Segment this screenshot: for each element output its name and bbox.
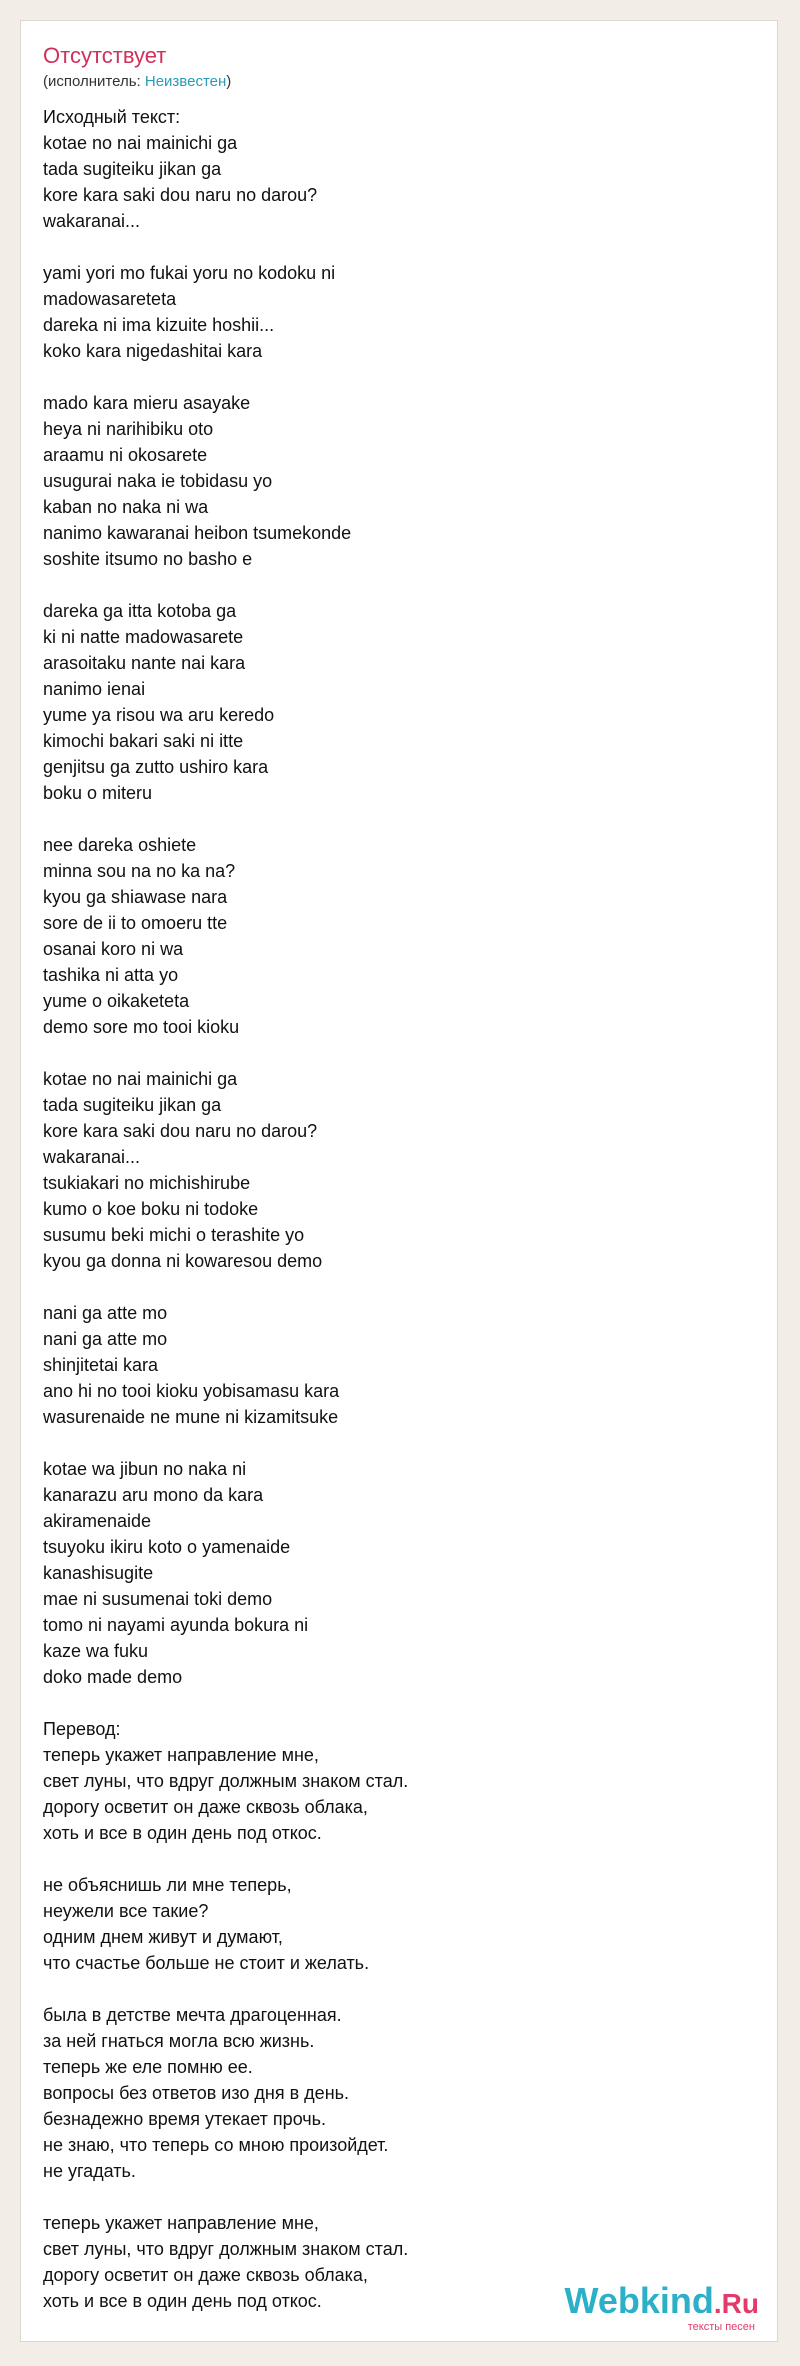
lyric-line: одним днем живут и думают,	[43, 1927, 283, 1947]
artist-suffix: )	[226, 73, 232, 90]
lyric-line: tomo ni nayami ayunda bokura ni	[43, 1615, 309, 1635]
lyrics-card	[20, 20, 778, 2342]
lyric-line: kaban no naka ni wa	[43, 497, 209, 517]
lyric-line: susumu beki michi o terashite yo	[43, 1225, 305, 1245]
lyric-line: yume o oikaketeta	[43, 991, 190, 1011]
lyric-line: не угадать.	[43, 2161, 136, 2181]
lyric-line: wakaranai...	[43, 1147, 141, 1167]
lyric-line: ano hi no tooi kioku yobisamasu kara	[43, 1381, 340, 1401]
stanza-break	[43, 1846, 743, 1872]
artist-link[interactable]: Неизвестен	[144, 73, 227, 90]
logo-wordmark	[565, 2282, 759, 2323]
lyric-line: tsukiakari no michishirube	[43, 1173, 251, 1193]
lyric-line: kore kara saki dou naru no darou?	[43, 1121, 318, 1141]
lyric-line: yume ya risou wa aru keredo	[43, 705, 275, 725]
lyric-line: за ней гнаться могла всю жизнь.	[43, 2031, 315, 2051]
lyrics-text	[43, 104, 743, 2314]
lyric-line: kaze wa fuku	[43, 1641, 149, 1661]
lyric-line: yami yori mo fukai yoru no kodoku ni	[43, 263, 336, 283]
lyric-line: теперь же еле помню ее.	[43, 2057, 253, 2077]
lyric-line: дорогу осветит он даже сквозь облака,	[43, 1797, 368, 1817]
lyric-line: nani ga atte mo	[43, 1303, 168, 1323]
lyric-line: была в детстве мечта драгоценная.	[43, 2005, 342, 2025]
song-title: Отсутствует	[43, 43, 167, 68]
lyric-line: dareka ni ima kizuite hoshii...	[43, 315, 275, 335]
lyric-line: tada sugiteiku jikan ga	[43, 159, 222, 179]
stanza-break	[43, 234, 743, 260]
lyric-line: tsuyoku ikiru koto o yamenaide	[43, 1537, 291, 1557]
lyric-line: mae ni susumenai toki demo	[43, 1589, 273, 1609]
lyric-line: nani ga atte mo	[43, 1329, 168, 1349]
lyric-line: shinjitetai kara	[43, 1355, 159, 1375]
lyric-line: nanimo ienai	[43, 679, 146, 699]
stanza-break	[43, 2184, 743, 2210]
lyric-line: вопросы без ответов изо дня в день.	[43, 2083, 350, 2103]
lyric-line: не объяснишь ли мне теперь,	[43, 1875, 292, 1895]
lyric-line: свет луны, что вдруг должным знаком стал.	[43, 1771, 409, 1791]
stanza-break	[43, 1976, 743, 2002]
artist-prefix: (исполнитель:	[43, 73, 145, 90]
lyric-line: дорогу осветит он даже сквозь облака,	[43, 2265, 368, 2285]
lyric-line: kotae wa jibun no naka ni	[43, 1459, 247, 1479]
lyric-line: kimochi bakari saki ni itte	[43, 731, 244, 751]
lyric-line: araamu ni okosarete	[43, 445, 208, 465]
lyric-line: ki ni natte madowasarete	[43, 627, 244, 647]
lyric-line: dareka ga itta kotoba ga	[43, 601, 237, 621]
lyric-line: wasurenaide ne mune ni kizamitsuke	[43, 1407, 339, 1427]
stanza-break	[43, 572, 743, 598]
lyric-line: Перевод:	[43, 1719, 121, 1739]
lyric-line: osanai koro ni wa	[43, 939, 184, 959]
lyric-line: kanashisugite	[43, 1563, 154, 1583]
lyric-line: nanimo kawaranai heibon tsumekonde	[43, 523, 352, 543]
lyric-line: koko kara nigedashitai kara	[43, 341, 263, 361]
lyric-line: теперь укажет направление мне,	[43, 1745, 319, 1765]
lyric-line: akiramenaide	[43, 1511, 152, 1531]
stanza-break	[43, 1690, 743, 1716]
logo-web: Web	[564, 2280, 640, 2321]
lyric-line: kyou ga donna ni kowaresou demo	[43, 1251, 323, 1271]
logo-subtitle: тексты песен	[687, 2321, 755, 2333]
stanza-break	[43, 1430, 743, 1456]
lyric-line: что счастье больше не стоит и желать.	[43, 1953, 370, 1973]
lyric-line: tada sugiteiku jikan ga	[43, 1095, 222, 1115]
lyric-line: minna sou na no ka na?	[43, 861, 236, 881]
lyric-line: kanarazu aru mono da kara	[43, 1485, 264, 1505]
lyric-line: неужели все такие?	[43, 1901, 209, 1921]
lyric-line: Исходный текст:	[43, 107, 181, 127]
lyric-line: kotae no nai mainichi ga	[43, 1069, 238, 1089]
stanza-break	[43, 1274, 743, 1300]
logo-kind: kind	[639, 2280, 714, 2321]
lyric-line: kore kara saki dou naru no darou?	[43, 185, 318, 205]
lyric-line: nee dareka oshiete	[43, 835, 197, 855]
lyric-line: kumo o koe boku ni todoke	[43, 1199, 259, 1219]
lyric-line: безнадежно время утекает прочь.	[43, 2109, 327, 2129]
lyric-line: kotae no nai mainichi ga	[43, 133, 238, 153]
lyric-line: sore de ii to omoeru tte	[43, 913, 228, 933]
stanza-break	[43, 364, 743, 390]
lyric-line: хоть и все в один день под откос.	[43, 2291, 322, 2311]
lyric-line: теперь укажет направление мне,	[43, 2213, 319, 2233]
lyric-line: heya ni narihibiku oto	[43, 419, 214, 439]
lyric-line: boku o miteru	[43, 783, 153, 803]
lyric-line: arasoitaku nante nai kara	[43, 653, 246, 673]
lyric-line: kyou ga shiawase nara	[43, 887, 228, 907]
lyric-line: soshite itsumo no basho e	[43, 549, 253, 569]
lyric-line: madowasareteta	[43, 289, 177, 309]
lyric-line: хоть и все в один день под откос.	[43, 1823, 322, 1843]
lyric-line: usugurai naka ie tobidasu yo	[43, 471, 273, 491]
stanza-break	[43, 806, 743, 832]
lyric-line: wakaranai...	[43, 211, 141, 231]
lyric-line: mado kara mieru asayake	[43, 393, 251, 413]
lyric-line: demo sore mo tooi kioku	[43, 1017, 240, 1037]
lyric-line: свет луны, что вдруг должным знаком стал.	[43, 2239, 409, 2259]
lyric-line: doko made demo	[43, 1667, 183, 1687]
stanza-break	[43, 1040, 743, 1066]
lyric-line: tashika ni atta yo	[43, 965, 179, 985]
logo-ru: .Ru	[713, 2288, 759, 2319]
lyric-line: genjitsu ga zutto ushiro kara	[43, 757, 269, 777]
artist-line	[43, 73, 231, 91]
webkind-logo[interactable]	[565, 2282, 759, 2333]
lyric-line: не знаю, что теперь со мною произойдет.	[43, 2135, 389, 2155]
